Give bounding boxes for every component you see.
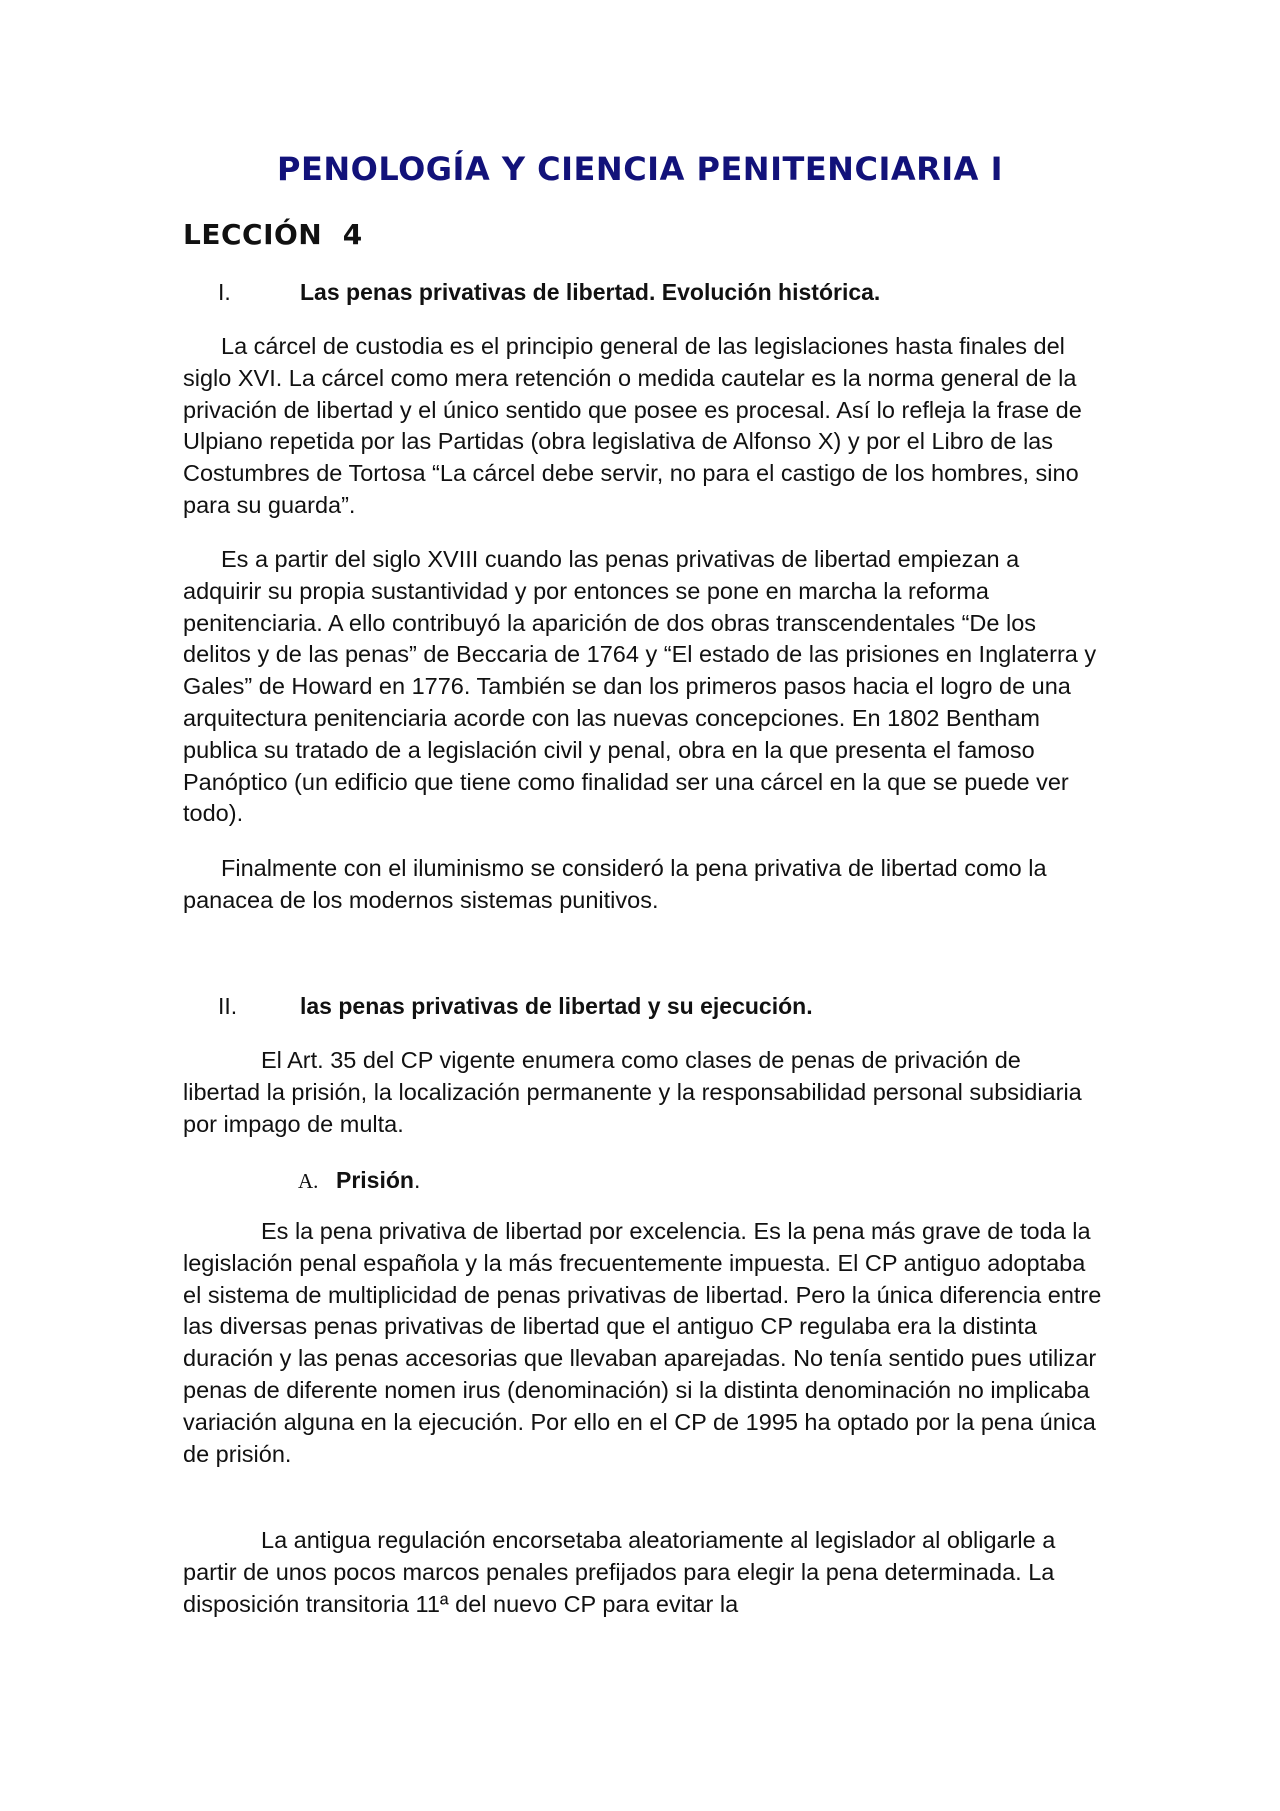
section-title-2: las penas privativas de libertad y su ejecución.: [300, 993, 813, 1019]
paragraph-prision: Es la pena privativa de libertad por excelencia. Es la pena más grave de toda la legislación penal española y la más frecuentemente impuesta. El CP antiguo adoptaba el sistema de multiplicidad de penas privativas de libertad. Pero la única diferencia entre las diversas penas privativas de libertad que el antiguo CP regulaba era la distinta duración y las penas accesorias que llevaban aparejadas. No tenía sentido pues utilizar penas de diferente nomen irus (denominación) si la distinta denominación no implicaba variación alguna en la ejecución. Por ello en el CP de 1995 ha optado por la pena única de prisión.: [183, 1218, 1102, 1467]
section-title-1: Las penas privativas de libertad. Evolución histórica.: [300, 279, 881, 305]
lesson-heading: LECCIÓN 4: [183, 218, 363, 251]
section-number-1: I.: [218, 279, 231, 305]
subsection-title-period: .: [413, 1167, 421, 1193]
section-number-2: II.: [218, 993, 238, 1019]
document-title: PENOLOGÍA Y CIENCIA PENITENCIARIA I: [277, 150, 1003, 188]
paragraph-art-35: El Art. 35 del CP vigente enumera como clases de penas de privación de libertad la prisión, la localización permanente y la responsabilidad personal subsidiaria por impago de multa.: [183, 1047, 1082, 1137]
paragraph-custodia: La cárcel de custodia es el principio general de las legislaciones hasta finales del siglo XVI. La cárcel como mera retención o medida cautelar es la norma general de la privación de libertad y el único sentido que posee es procesal. Así lo refleja la frase de Ulpiano repetida por las Partidas (obra legislativa de Alfonso X) y por el Libro de las Costumbres de Tortosa “La cárcel debe servir, no para el castigo de los hombres, sino para su guarda”.: [183, 333, 1082, 518]
subsection-letter-a: A.: [298, 1169, 319, 1193]
section-heading-1: [218, 279, 880, 306]
paragraph-antigua-regulacion: La antigua regulación encorsetaba aleatoriamente al legislador al obligarle a partir de unos pocos marcos penales prefijados para elegir la pena determinada. La disposición transitoria 11ª del nuevo CP para evitar la: [183, 1527, 1056, 1617]
paragraph-iluminismo: Finalmente con el iluminismo se consideró la pena privativa de libertad como la panacea de los modernos sistemas punitivos.: [183, 855, 1047, 913]
subsection-heading-a: [298, 1167, 420, 1194]
subsection-title-prision: Prisión: [336, 1167, 414, 1193]
paragraph-siglo-xviii: Es a partir del siglo XVIII cuando las penas privativas de libertad empiezan a adquirir su propia sustantividad y por entonces se pone en marcha la reforma penitenciaria. A ello contribuyó la aparición de dos obras transcendentales “De los delitos y de las penas” de Beccaria de 1764 y “El estado de las prisiones en Inglaterra y Gales” de Howard en 1776. También se dan los primeros pasos hacia el logro de una arquitectura penitenciaria acorde con las nuevas concepciones. En 1802 Bentham publica su tratado de a legislación civil y penal, obra en la que presenta el famoso Panóptico (un edificio que tiene como finalidad ser una cárcel en la que se puede ver todo).: [183, 546, 1097, 827]
section-heading-2: [218, 993, 813, 1020]
